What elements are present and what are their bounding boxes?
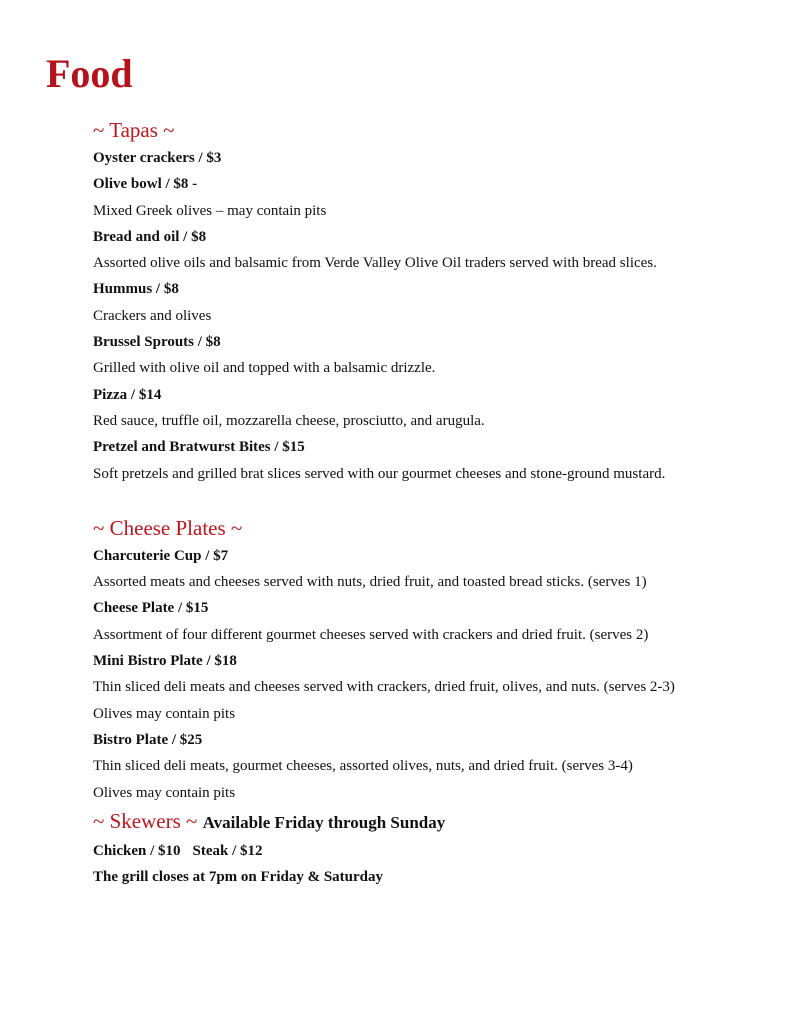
page-title: Food <box>46 51 133 96</box>
menu-item-description: Assortment of four different gourmet cheeses served with crackers and dried fruit. (serves 2) <box>93 626 649 643</box>
grill-note: The grill closes at 7pm on Friday & Saturday <box>93 869 384 886</box>
menu-item-name: Charcuterie Cup / $7 <box>93 547 229 564</box>
section-cheese-plates <box>93 513 773 806</box>
menu-item-description: Mixed Greek olives – may contain pits <box>93 202 327 219</box>
menu-item-description: Red sauce, truffle oil, mozzarella cheese, prosciutto, and arugula. <box>93 412 485 429</box>
menu-item-description: Assorted meats and cheeses served with nuts, dried fruit, and toasted bread sticks. (serves 1) <box>93 574 647 591</box>
menu-item-name: Bread and oil / $8 <box>93 228 207 245</box>
skewer-prices <box>93 838 773 864</box>
menu-item-name: Mini Bistro Plate / $18 <box>93 653 237 670</box>
skewer-chicken: Chicken / $10 <box>93 842 181 859</box>
skewers-availability: Available Friday through Sunday <box>202 812 446 832</box>
menu-content <box>93 115 773 890</box>
section-spacer <box>93 487 773 513</box>
menu-item-description: Assorted olive oils and balsamic from Verde Valley Olive Oil traders served with bread slices. <box>93 255 657 272</box>
section-heading-cheese-plates: ~ Cheese Plates ~ <box>93 515 243 540</box>
menu-item-name: Bistro Plate / $25 <box>93 731 203 748</box>
menu-item-name: Pizza / $14 <box>93 386 162 403</box>
menu-item-name: Cheese Plate / $15 <box>93 600 209 617</box>
section-heading-skewers-label: ~ Skewers ~ <box>93 808 198 833</box>
menu-item-name: Olive bowl / $8 - <box>93 176 198 193</box>
section-heading-tapas: ~ Tapas ~ <box>93 118 175 142</box>
section-tapas <box>93 115 773 487</box>
menu-item-name: Brussel Sprouts / $8 <box>93 334 221 351</box>
menu-item-name: Oyster crackers / $3 <box>93 150 222 166</box>
menu-item-description: Thin sliced deli meats and cheeses served with crackers, dried fruit, olives, and nuts. (serves 2-3) <box>93 679 675 696</box>
menu-item-name: Pretzel and Bratwurst Bites / $15 <box>93 439 305 456</box>
section-skewers <box>93 806 773 891</box>
menu-item-note: Olives may contain pits <box>93 705 236 722</box>
menu-item-name: Hummus / $8 <box>93 281 179 298</box>
section-heading-skewers <box>93 806 773 838</box>
menu-item-note: Olives may contain pits <box>93 784 236 801</box>
menu-item-description: Grilled with olive oil and topped with a balsamic drizzle. <box>93 360 436 377</box>
menu-item-description: Crackers and olives <box>93 307 212 324</box>
skewer-steak: Steak / $12 <box>192 842 263 859</box>
menu-item-description: Soft pretzels and grilled brat slices served with our gourmet cheeses and stone-ground mustard. <box>93 465 666 482</box>
menu-item-description: Thin sliced deli meats, gourmet cheeses, assorted olives, nuts, and dried fruit. (serves 3-4) <box>93 758 633 775</box>
